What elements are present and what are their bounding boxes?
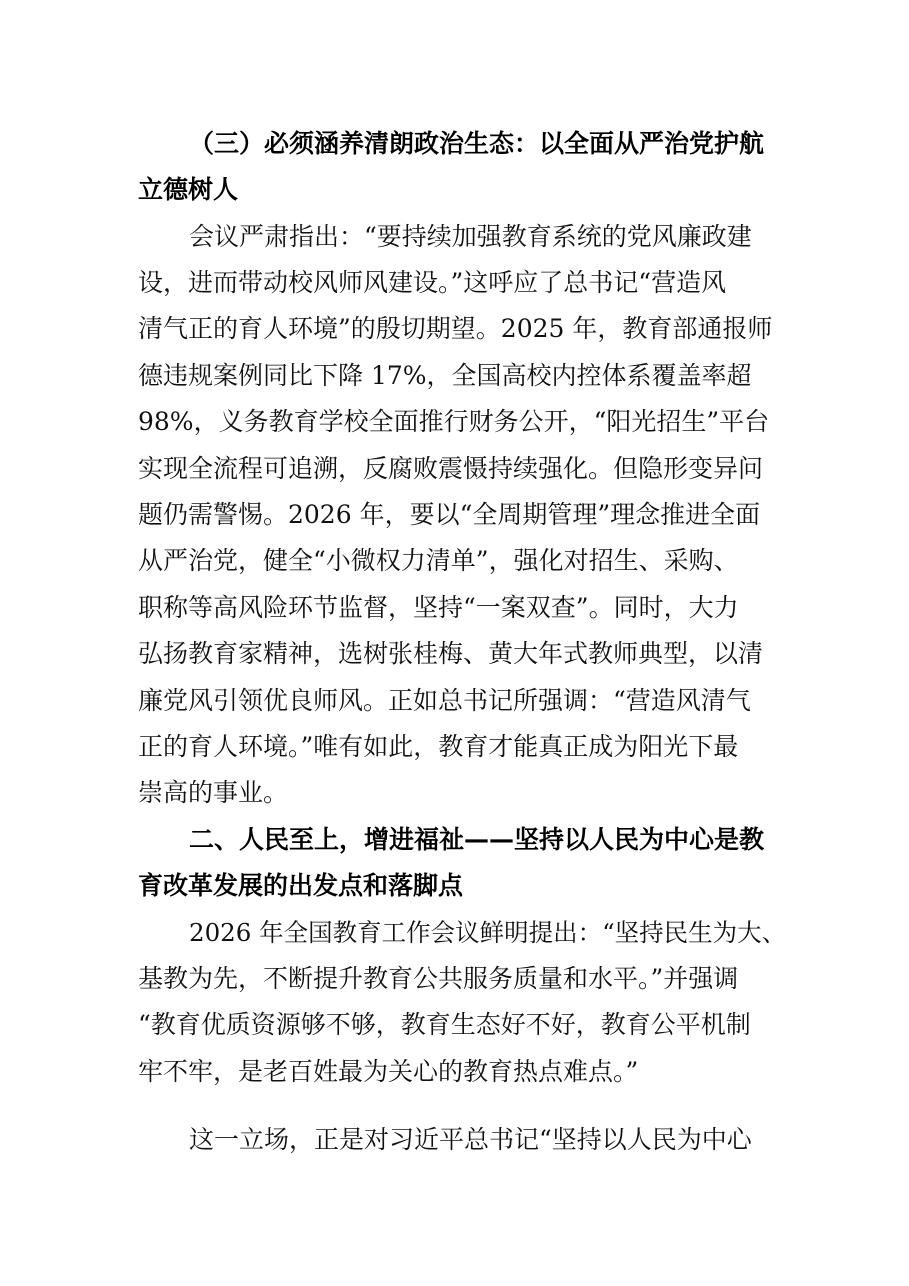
paragraph-1-line-9: 职称等高风险环节监督，坚持“一案双查”。同时，大力 [138,593,739,622]
paragraph-1-line-2: 设，进而带动校风师风建设。”这呼应了总书记“营造风 [138,268,727,297]
paragraph-3-line-1: 这一立场，正是对习近平总书记“坚持以人民为中心 [189,1125,752,1154]
paragraph-1-line-11: 廉党风引领优良师风。正如总书记所强调：“营造风清气 [138,686,751,715]
paragraph-1-line-13: 崇高的事业。 [138,778,289,807]
chapter-heading-line-1: 二、人民至上，增进福祉——坚持以人民为中心是教 [189,825,765,854]
chapter-heading-line-2: 育改革发展的出发点和落脚点 [138,871,464,900]
paragraph-1-line-8: 从严治党，健全“小微权力清单”，强化对招生、采购、 [138,546,739,575]
paragraph-1-line-3: 清气正的育人环境”的殷切期望。2025 年，教育部通报师 [138,314,773,343]
paragraph-2-line-1: 2026 年全国教育工作会议鲜明提出：“坚持民生为大、 [189,918,787,947]
paragraph-2-line-4: 牢不牢，是老百姓最为关心的教育热点难点。” [138,1057,639,1086]
paragraph-1-line-7: 题仍需警惕。2026 年，要以“全周期管理”理念推进全面 [138,500,761,529]
paragraph-1-line-12: 正的育人环境。”唯有如此，教育才能真正成为阳光下最 [138,732,739,761]
section-heading-line-1: （三）必须涵养清朗政治生态：以全面从严治党护航 [189,129,765,158]
paragraph-2-line-3: “教育优质资源够不够，教育生态好不好，教育公平机制 [138,1010,751,1039]
paragraph-1-line-4: 德违规案例同比下降 17%，全国高校内控体系覆盖率超 [138,361,752,390]
paragraph-2-line-2: 基教为先，不断提升教育公共服务质量和水平。”并强调 [138,964,739,993]
paragraph-1-line-6: 实现全流程可追溯，反腐败震慑持续强化。但隐形变异问 [138,454,764,483]
paragraph-1-line-1: 会议严肃指出：“要持续加强教育系统的党风廉政建 [189,222,752,251]
section-heading-line-2: 立德树人 [138,175,239,204]
paragraph-1-line-5: 98%，义务教育学校全面推行财务公开，“阳光招生”平台 [138,407,770,436]
paragraph-1-line-10: 弘扬教育家精神，选树张桂梅、黄大年式教师典型，以清 [138,639,764,668]
